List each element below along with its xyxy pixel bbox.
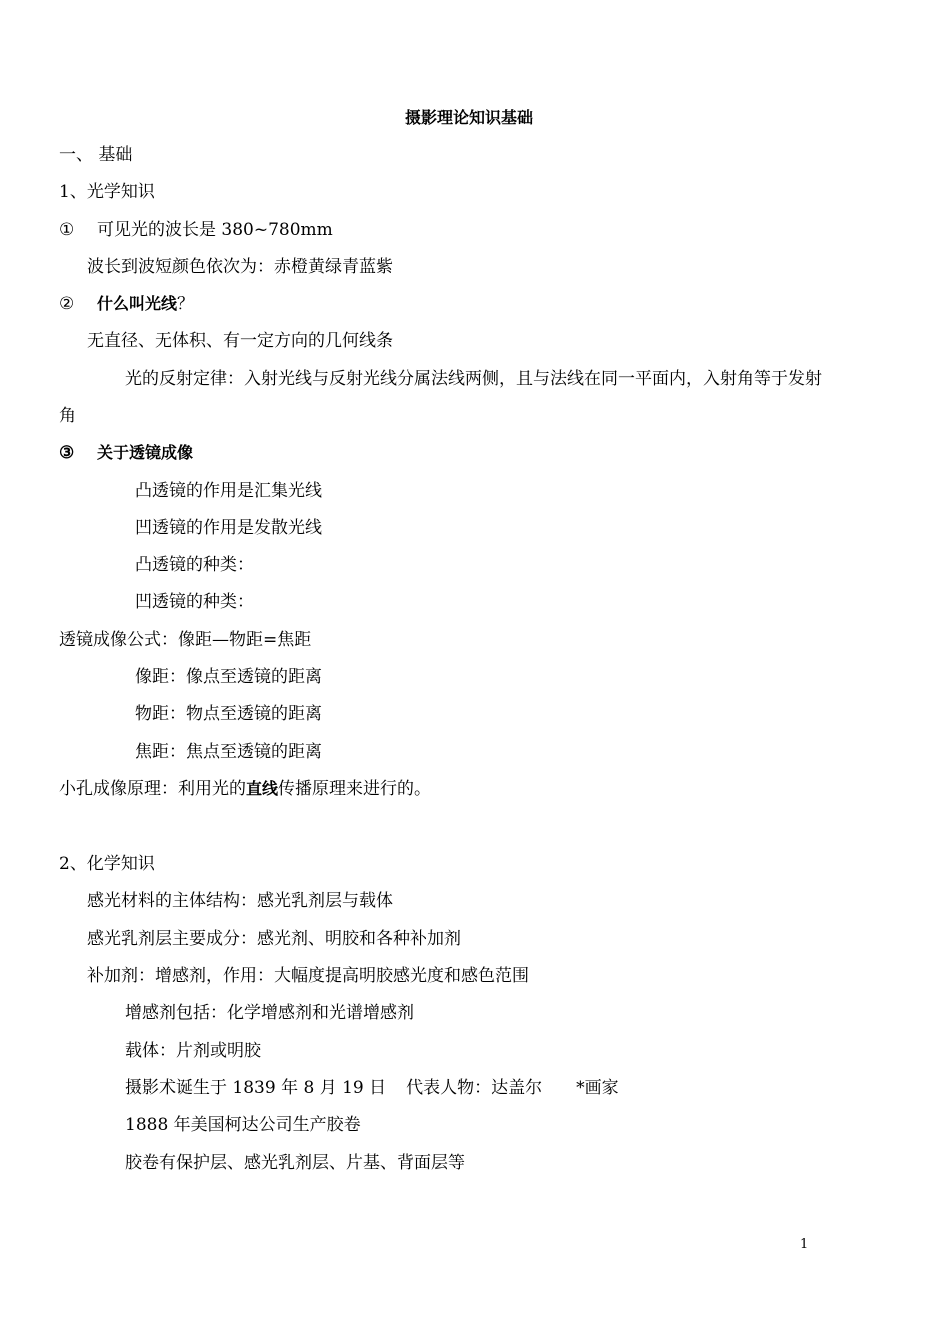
item-1-marker: ① — [59, 220, 75, 240]
image-distance: 像距：像点至透镜的距离 — [135, 667, 322, 687]
chem-line-1: 感光材料的主体结构：感光乳剂层与载体 — [87, 891, 393, 911]
chem-line-2: 感光乳剂层主要成分：感光剂、明胶和各种补加剂 — [87, 929, 461, 949]
chem-line-4: 增感剂包括：化学增感剂和光谱增感剂 — [125, 1003, 414, 1023]
chem-line-6 — [125, 1077, 619, 1099]
item-2-question-mark: ？ — [177, 294, 195, 314]
reflection-law-line1: 光的反射定律：入射光线与反射光线分属法线两侧，且与法线在同一平面内，入射角等于发射 — [125, 369, 822, 389]
painter-note: *画家 — [576, 1078, 619, 1098]
chem-line-7: 1888 年美国柯达公司生产胶卷 — [125, 1115, 361, 1135]
reflection-law-line2: 角 — [59, 406, 76, 426]
subsection-chemistry: 2、化学知识 — [59, 854, 155, 874]
item-2-marker: ② — [59, 294, 75, 314]
pinhole-prefix: 小孔成像原理：利用光的 — [59, 779, 246, 799]
focal-distance: 焦距：焦点至透镜的距离 — [135, 742, 322, 762]
item-1-detail: 波长到波短颜色依次为：赤橙黄绿青蓝紫 — [87, 257, 393, 277]
item-3 — [59, 442, 193, 464]
object-distance: 物距：物点至透镜的距离 — [135, 704, 322, 724]
subsection-optics: 1、光学知识 — [59, 182, 155, 202]
pinhole-principle — [59, 778, 431, 800]
item-3-heading: 关于透镜成像 — [97, 443, 194, 462]
pinhole-suffix: 传播原理来进行的。 — [278, 779, 432, 799]
photography-birth-date: 摄影术诞生于 1839 年 8 月 19 日 — [125, 1078, 387, 1098]
item-2-definition: 无直径、无体积、有一定方向的几何线条 — [87, 331, 393, 351]
item-1-text: 可见光的波长是 380~780mm — [97, 220, 333, 240]
convex-lens-types: 凸透镜的种类： — [135, 555, 254, 575]
convex-lens-use: 凸透镜的作用是汇集光线 — [135, 481, 322, 501]
item-2 — [59, 293, 194, 315]
item-1 — [59, 219, 333, 241]
document-title: 摄影理论知识基础 — [405, 108, 534, 127]
section-heading-basics: 一、 基础 — [59, 145, 133, 165]
chem-line-5: 载体：片剂或明胶 — [125, 1041, 261, 1061]
chem-line-3: 补加剂：增感剂，作用：大幅度提高明胶感光度和感色范围 — [87, 966, 529, 986]
item-2-heading: 什么叫光线 — [97, 294, 178, 313]
lens-formula: 透镜成像公式：像距—物距=焦距 — [59, 630, 312, 650]
representative-person: 代表人物：达盖尔 — [406, 1078, 543, 1098]
concave-lens-types: 凹透镜的种类： — [135, 592, 254, 612]
chem-line-8: 胶卷有保护层、感光乳剂层、片基、背面层等 — [125, 1153, 465, 1173]
page-number: 1 — [800, 1237, 809, 1252]
item-3-marker: ③ — [59, 443, 75, 463]
pinhole-bold-term: 直线 — [246, 779, 279, 798]
concave-lens-use: 凹透镜的作用是发散光线 — [135, 518, 322, 538]
